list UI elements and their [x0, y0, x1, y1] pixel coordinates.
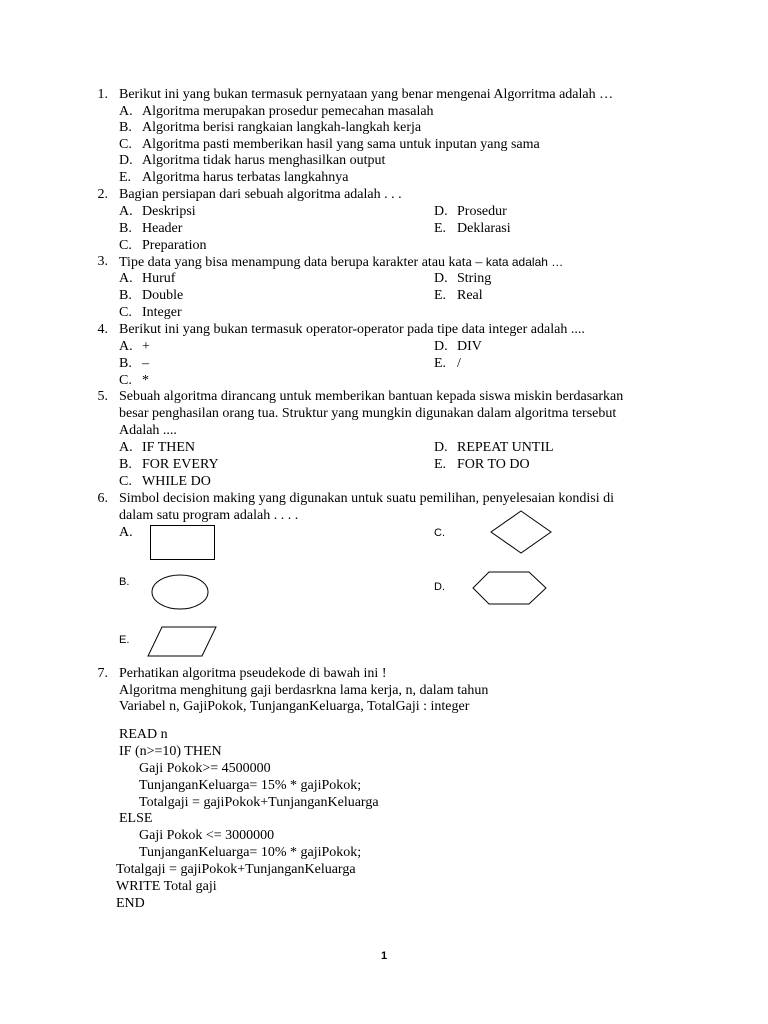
option-letter: A. [119, 104, 133, 119]
question-5-text-line: Adalah .... [119, 423, 177, 438]
option-letter: C. [434, 527, 445, 539]
question-5-text-line: Sebuah algoritma dirancang untuk memberikan bantuan kepada siswa miskin berdasarkan [119, 389, 624, 404]
option-text: Header [142, 221, 183, 236]
option-text: + [142, 339, 150, 354]
option-letter: A. [119, 271, 133, 286]
code-line: Gaji Pokok <= 3000000 [139, 828, 275, 843]
code-line: END [116, 896, 145, 911]
code-line: TunjanganKeluarga= 15% * gajiPokok; [139, 778, 362, 793]
question-4-text: Berikut ini yang bukan termasuk operator-operator pada tipe data integer adalah .... [119, 322, 585, 337]
decision-diamond-shape [489, 510, 553, 554]
option-text: DIV [457, 339, 482, 354]
option-letter: E. [434, 356, 447, 371]
option-text: Prosedur [457, 204, 507, 219]
option-letter: B. [119, 457, 132, 472]
question-5-text-line: besar penghasilan orang tua. Struktur yang mungkin digunakan dalam algoritma tersebut [119, 406, 617, 421]
option-letter: A. [119, 525, 133, 540]
option-letter: B. [119, 288, 132, 303]
option-letter: A. [119, 440, 133, 455]
option-text: String [457, 271, 492, 286]
option-text: / [457, 356, 461, 371]
option-text: Preparation [142, 238, 207, 253]
question-6-text-line: dalam satu program adalah . . . . [119, 508, 299, 523]
code-line: Totalgaji = gajiPokok+TunjanganKeluarga [116, 862, 356, 877]
preparation-hexagon-shape [471, 571, 549, 607]
option-text: Algoritma pasti memberikan hasil yang sama untuk inputan yang sama [142, 137, 540, 152]
option-letter: B. [119, 356, 132, 371]
option-text: Deklarasi [457, 221, 511, 236]
input-output-parallelogram-shape [146, 626, 218, 658]
question-1-text: Berikut ini yang bukan termasuk pernyataan yang benar mengenai Algorritma adalah … [119, 87, 614, 102]
option-text: Real [457, 288, 483, 303]
option-letter: C. [119, 137, 132, 152]
option-text: Integer [142, 305, 182, 320]
option-letter: D. [434, 271, 448, 286]
question-2-text: Bagian persiapan dari sebuah algoritma adalah . . . [119, 187, 402, 202]
option-letter: D. [434, 581, 445, 593]
option-letter: D. [434, 440, 448, 455]
option-text: * [142, 373, 149, 388]
question-7-text-line: Perhatikan algoritma pseudekode di bawah ini ! [119, 666, 387, 681]
option-text: Deskripsi [142, 204, 196, 219]
option-letter: B. [119, 221, 132, 236]
option-letter: D. [119, 153, 133, 168]
option-text: – [142, 356, 149, 371]
option-text: Algoritma berisi rangkaian langkah-langkah kerja [142, 120, 422, 135]
question-7-number: 7. [97, 666, 108, 681]
option-letter: E. [119, 170, 132, 185]
question-3-text [119, 254, 563, 272]
question-7-text-line: Variabel n, GajiPokok, TunjanganKeluarga, TotalGaji : integer [119, 699, 470, 714]
option-letter: D. [434, 339, 448, 354]
code-line: READ n [119, 727, 168, 742]
option-letter: D. [434, 204, 448, 219]
option-letter: A. [119, 339, 133, 354]
option-text: Algoritma harus terbatas langkahnya [142, 170, 349, 185]
question-3-text-main: Tipe data yang bisa menampung data berupa karakter atau kata – [119, 255, 483, 270]
option-letter: C. [119, 373, 132, 388]
option-text: FOR EVERY [142, 457, 219, 472]
option-letter: E. [434, 288, 447, 303]
option-letter: A. [119, 204, 133, 219]
code-line: Gaji Pokok>= 4500000 [139, 761, 271, 776]
page-number: 1 [380, 950, 388, 962]
option-letter: E. [434, 457, 447, 472]
question-7-text-line: Algoritma menghitung gaji berdasrkna lama kerja, n, dalam tahun [119, 683, 489, 698]
option-text: Double [142, 288, 184, 303]
option-text: REPEAT UNTIL [457, 440, 554, 455]
option-letter: E. [119, 634, 130, 646]
question-6-text-line: Simbol decision making yang digunakan untuk suatu pemilihan, penyelesaian kondisi di [119, 491, 614, 506]
terminal-ellipse-shape [151, 574, 211, 612]
option-letter: C. [119, 238, 132, 253]
question-6-number: 6. [97, 491, 108, 506]
code-line: ELSE [119, 811, 153, 826]
question-5-number: 5. [97, 389, 108, 404]
question-4-number: 4. [97, 322, 108, 337]
code-line: IF (n>=10) THEN [119, 744, 222, 759]
code-line: Totalgaji = gajiPokok+TunjanganKeluarga [139, 795, 379, 810]
option-text: IF THEN [142, 440, 196, 455]
option-text: Huruf [142, 271, 176, 286]
option-letter: C. [119, 474, 132, 489]
option-letter: C. [119, 305, 132, 320]
question-3-text-tail: kata adalah … [485, 255, 564, 269]
option-letter: B. [119, 576, 130, 588]
option-text: Algoritma merupakan prosedur pemecahan masalah [142, 104, 434, 119]
question-3-number: 3. [97, 254, 108, 269]
code-line: TunjanganKeluarga= 10% * gajiPokok; [139, 845, 362, 860]
option-text: WHILE DO [142, 474, 211, 489]
question-2-number: 2. [97, 187, 108, 202]
option-text: Algoritma tidak harus menghasilkan output [142, 153, 386, 168]
option-text: FOR TO DO [457, 457, 530, 472]
process-rectangle-shape [150, 525, 216, 561]
question-1-number: 1. [97, 87, 108, 102]
option-letter: E. [434, 221, 447, 236]
option-letter: B. [119, 120, 132, 135]
code-line: WRITE Total gaji [116, 879, 217, 894]
